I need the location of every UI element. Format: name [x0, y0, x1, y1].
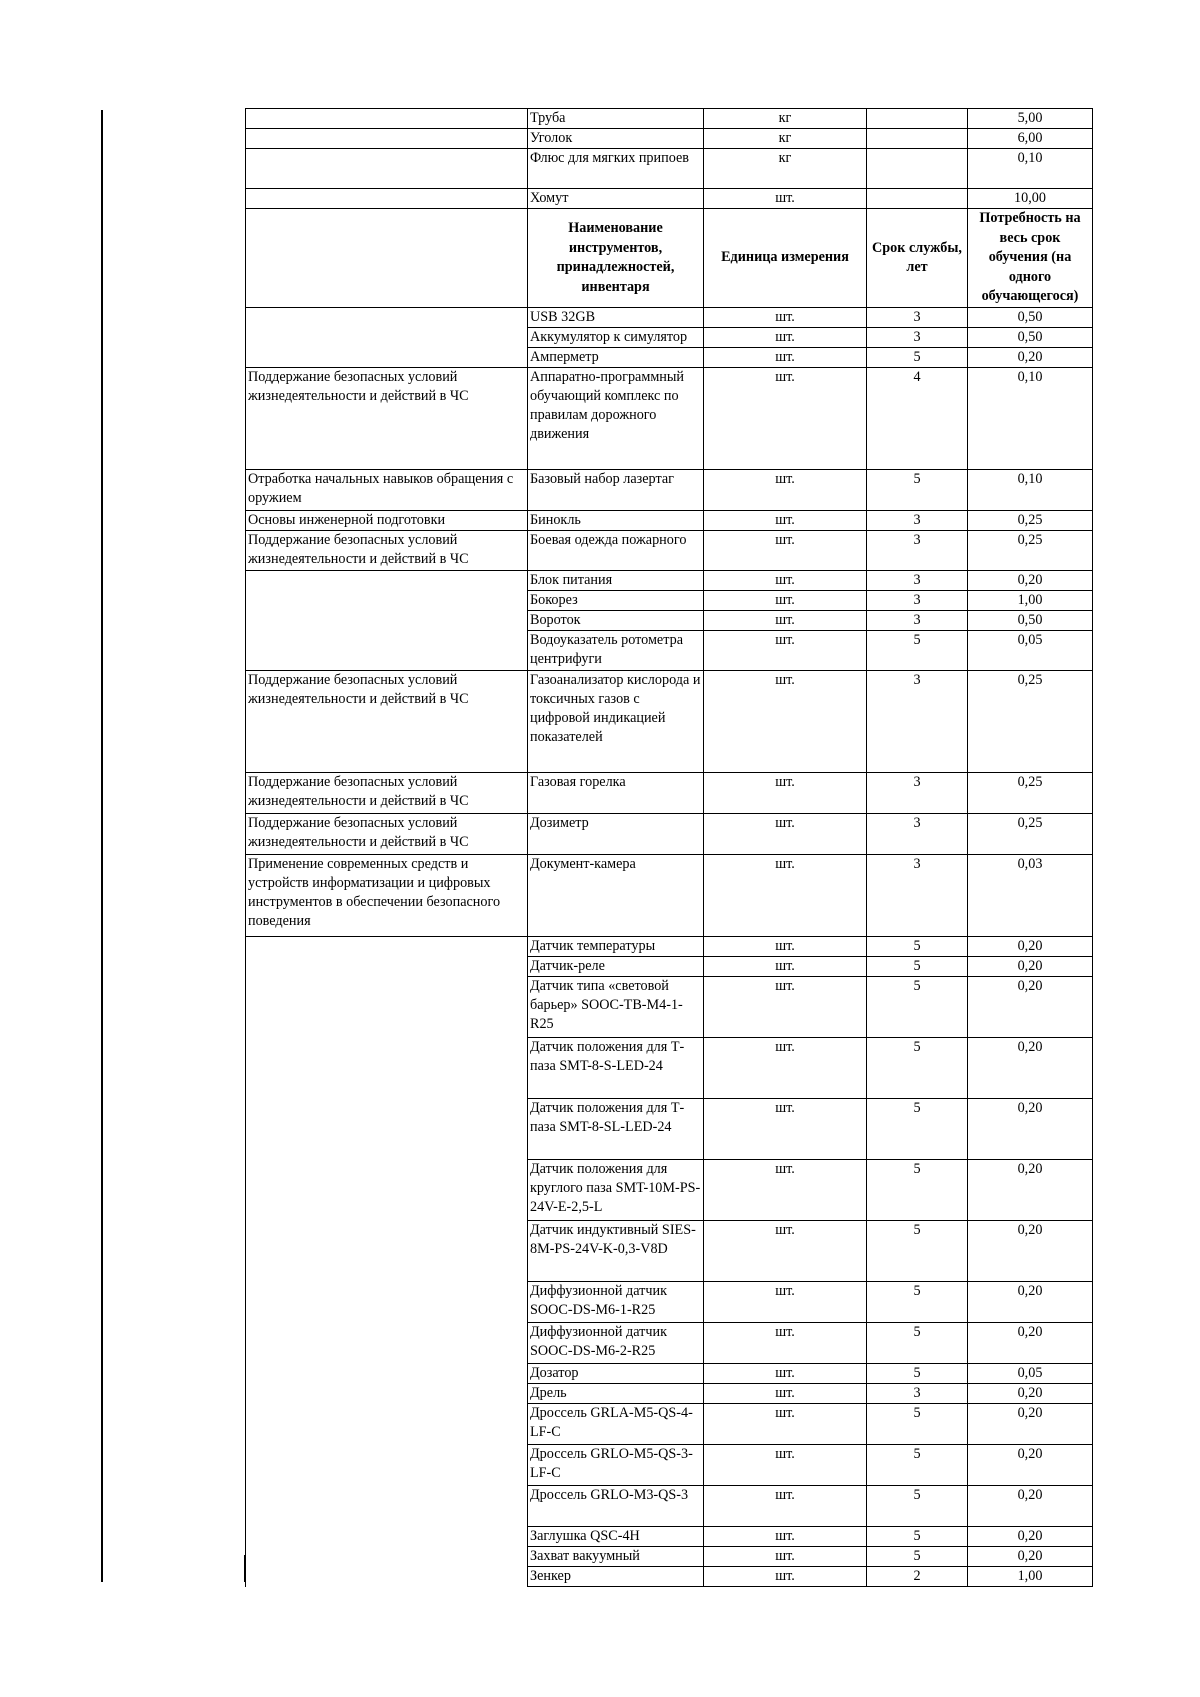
- table-row: [246, 977, 1093, 1038]
- life-cell: 5: [867, 1282, 968, 1323]
- item-name: Дроссель GRLO-M5-QS-3-LF-C: [528, 1445, 704, 1486]
- need-cell: 0,50: [968, 611, 1093, 631]
- life-cell: 5: [867, 1160, 968, 1221]
- section-cell: [246, 1486, 528, 1527]
- item-name: Газоанализатор кислорода и токсичных газов с цифровой индикацией показателей: [528, 671, 704, 773]
- need-cell: 0,20: [968, 1384, 1093, 1404]
- life-cell: 5: [867, 977, 968, 1038]
- item-name: Амперметр: [528, 348, 704, 368]
- unit-cell: шт.: [704, 1221, 867, 1282]
- need-cell: 0,50: [968, 328, 1093, 348]
- item-name: Захват вакуумный: [528, 1547, 704, 1567]
- section-cell: [246, 1404, 528, 1445]
- item-name: Датчик положения для круглого паза SMT-10M-PS-24V-E-2,5-L: [528, 1160, 704, 1221]
- table-row: [246, 368, 1093, 470]
- need-cell: 0,10: [968, 470, 1093, 511]
- table-row: [246, 671, 1093, 773]
- item-name: Водоуказатель ротометра центрифуги: [528, 631, 704, 671]
- item-name: Уголок: [528, 129, 704, 149]
- need-cell: 0,20: [968, 571, 1093, 591]
- life-cell: 5: [867, 957, 968, 977]
- life-cell: 3: [867, 328, 968, 348]
- unit-cell: шт.: [704, 531, 867, 571]
- unit-cell: шт.: [704, 1547, 867, 1567]
- header-life: Срок службы, лет: [867, 209, 968, 308]
- life-cell: 2: [867, 1567, 968, 1587]
- unit-cell: шт.: [704, 1404, 867, 1445]
- section-cell: Применение современных средств и устройств информатизации и цифровых инструментов в обеспечении безопасного поведения: [246, 855, 528, 937]
- unit-cell: шт.: [704, 1445, 867, 1486]
- section-cell: Поддержание безопасных условий жизнедеятельности и действий в ЧС: [246, 814, 528, 855]
- section-cell: [246, 611, 528, 631]
- need-cell: 0,20: [968, 1160, 1093, 1221]
- item-name: Датчик положения для Т-паза SMT-8-S-LED-24: [528, 1038, 704, 1099]
- need-cell: 0,10: [968, 368, 1093, 470]
- table-row: [246, 109, 1093, 129]
- need-cell: 0,20: [968, 1282, 1093, 1323]
- section-cell: [246, 1547, 528, 1567]
- item-name: USB 32GB: [528, 308, 704, 328]
- life-cell: 5: [867, 1038, 968, 1099]
- table-row: [246, 1099, 1093, 1160]
- table-row: [246, 1527, 1093, 1547]
- section-cell: [246, 631, 528, 671]
- life-cell: [867, 129, 968, 149]
- table-row: [246, 1282, 1093, 1323]
- table-row: [246, 1323, 1093, 1364]
- unit-cell: шт.: [704, 814, 867, 855]
- need-cell: 0,25: [968, 671, 1093, 773]
- life-cell: 3: [867, 773, 968, 814]
- unit-cell: шт.: [704, 855, 867, 937]
- table-row: [246, 1038, 1093, 1099]
- unit-cell: шт.: [704, 1567, 867, 1587]
- need-cell: 0,20: [968, 1547, 1093, 1567]
- unit-cell: шт.: [704, 591, 867, 611]
- need-cell: 1,00: [968, 591, 1093, 611]
- table-row: [246, 129, 1093, 149]
- unit-cell: шт.: [704, 671, 867, 773]
- life-cell: 3: [867, 611, 968, 631]
- table-header-row: [246, 209, 1093, 308]
- section-cell: Поддержание безопасных условий жизнедеятельности и действий в ЧС: [246, 531, 528, 571]
- need-cell: 0,25: [968, 773, 1093, 814]
- table-row: [246, 591, 1093, 611]
- section-cell: [246, 977, 528, 1038]
- table-row: [246, 957, 1093, 977]
- need-cell: 0,25: [968, 531, 1093, 571]
- need-cell: 10,00: [968, 189, 1093, 209]
- item-name: Документ-камера: [528, 855, 704, 937]
- life-cell: 3: [867, 1384, 968, 1404]
- table-row: [246, 1160, 1093, 1221]
- section-cell: [246, 1567, 528, 1587]
- unit-cell: шт.: [704, 1384, 867, 1404]
- item-name: Датчик положения для Т-паза SMT-8-SL-LED-24: [528, 1099, 704, 1160]
- item-name: Заглушка QSC-4H: [528, 1527, 704, 1547]
- item-name: Зенкер: [528, 1567, 704, 1587]
- need-cell: 0,25: [968, 511, 1093, 531]
- unit-cell: шт.: [704, 977, 867, 1038]
- unit-cell: шт.: [704, 571, 867, 591]
- need-cell: 0,05: [968, 1364, 1093, 1384]
- item-name: Труба: [528, 109, 704, 129]
- item-name: Датчик индуктивный SIES-8M-PS-24V-K-0,3-V8D: [528, 1221, 704, 1282]
- table-row: [246, 1547, 1093, 1567]
- unit-cell: кг: [704, 129, 867, 149]
- table-row: [246, 814, 1093, 855]
- life-cell: 5: [867, 1486, 968, 1527]
- item-name: Датчик температуры: [528, 937, 704, 957]
- section-cell: [246, 957, 528, 977]
- unit-cell: шт.: [704, 1282, 867, 1323]
- section-cell: [246, 591, 528, 611]
- table-row: [246, 1445, 1093, 1486]
- section-cell: [246, 571, 528, 591]
- unit-cell: шт.: [704, 937, 867, 957]
- item-name: Диффузионной датчик SOOC-DS-M6-2-R25: [528, 1323, 704, 1364]
- equipment-table-body: [246, 109, 1093, 1587]
- life-cell: 3: [867, 308, 968, 328]
- item-name: Хомут: [528, 189, 704, 209]
- section-cell: [246, 937, 528, 957]
- need-cell: 0,20: [968, 1221, 1093, 1282]
- life-cell: 5: [867, 1323, 968, 1364]
- header-unit: Единица измерения: [704, 209, 867, 308]
- unit-cell: шт.: [704, 611, 867, 631]
- life-cell: 5: [867, 937, 968, 957]
- item-name: Датчик-реле: [528, 957, 704, 977]
- section-cell: [246, 1221, 528, 1282]
- need-cell: 0,20: [968, 1445, 1093, 1486]
- header-need: Потребность на весь срок обучения (на одного обучающегося): [968, 209, 1093, 308]
- need-cell: 5,00: [968, 109, 1093, 129]
- section-cell: Отработка начальных навыков обращения с оружием: [246, 470, 528, 511]
- item-name: Дроссель GRLO-M3-QS-3: [528, 1486, 704, 1527]
- need-cell: 0,20: [968, 1404, 1093, 1445]
- life-cell: 5: [867, 470, 968, 511]
- item-name: Дрель: [528, 1384, 704, 1404]
- unit-cell: шт.: [704, 470, 867, 511]
- life-cell: 5: [867, 1445, 968, 1486]
- unit-cell: шт.: [704, 1486, 867, 1527]
- life-cell: 3: [867, 591, 968, 611]
- item-name: Флюс для мягких припоев: [528, 149, 704, 189]
- item-name: Датчик типа «световой барьер» SOOC-TB-M4-1-R25: [528, 977, 704, 1038]
- section-cell: [246, 1282, 528, 1323]
- unit-cell: шт.: [704, 308, 867, 328]
- need-cell: 0,20: [968, 1099, 1093, 1160]
- section-cell: [246, 348, 528, 368]
- section-cell: Основы инженерной подготовки: [246, 511, 528, 531]
- table-row: [246, 773, 1093, 814]
- item-name: Блок питания: [528, 571, 704, 591]
- unit-cell: шт.: [704, 1364, 867, 1384]
- section-cell: Поддержание безопасных условий жизнедеятельности и действий в ЧС: [246, 671, 528, 773]
- table-row: [246, 1567, 1093, 1587]
- item-name: Базовый набор лазертаг: [528, 470, 704, 511]
- table-row: [246, 855, 1093, 937]
- life-cell: 3: [867, 511, 968, 531]
- life-cell: 3: [867, 571, 968, 591]
- table-row: [246, 631, 1093, 671]
- life-cell: 5: [867, 348, 968, 368]
- item-name: Вороток: [528, 611, 704, 631]
- unit-cell: шт.: [704, 189, 867, 209]
- need-cell: 0,03: [968, 855, 1093, 937]
- need-cell: 0,20: [968, 348, 1093, 368]
- section-cell: [246, 328, 528, 348]
- life-cell: 3: [867, 671, 968, 773]
- table-row: [246, 511, 1093, 531]
- item-name: Боевая одежда пожарного: [528, 531, 704, 571]
- table-row: [246, 1384, 1093, 1404]
- table-row: [246, 937, 1093, 957]
- table-row: [246, 571, 1093, 591]
- section-cell: Поддержание безопасных условий жизнедеятельности и действий в ЧС: [246, 773, 528, 814]
- item-name: Бинокль: [528, 511, 704, 531]
- need-cell: 0,20: [968, 977, 1093, 1038]
- item-name: Бокорез: [528, 591, 704, 611]
- unit-cell: шт.: [704, 1038, 867, 1099]
- need-cell: 0,05: [968, 631, 1093, 671]
- life-cell: [867, 149, 968, 189]
- table-row: [246, 1404, 1093, 1445]
- unit-cell: шт.: [704, 1160, 867, 1221]
- life-cell: 5: [867, 1099, 968, 1160]
- section-cell: [246, 1445, 528, 1486]
- item-name: Аккумулятор к симулятор: [528, 328, 704, 348]
- life-cell: 3: [867, 531, 968, 571]
- table-row: [246, 1364, 1093, 1384]
- section-cell: [246, 129, 528, 149]
- unit-cell: шт.: [704, 773, 867, 814]
- section-cell: [246, 189, 528, 209]
- life-cell: 5: [867, 1221, 968, 1282]
- need-cell: 0,20: [968, 1323, 1093, 1364]
- need-cell: 0,20: [968, 1038, 1093, 1099]
- table-row: [246, 611, 1093, 631]
- need-cell: 0,20: [968, 957, 1093, 977]
- section-cell: [246, 1384, 528, 1404]
- need-cell: 0,20: [968, 1527, 1093, 1547]
- item-name: Газовая горелка: [528, 773, 704, 814]
- need-cell: 1,00: [968, 1567, 1093, 1587]
- section-cell: [246, 1364, 528, 1384]
- need-cell: 0,20: [968, 937, 1093, 957]
- unit-cell: шт.: [704, 1527, 867, 1547]
- table-row: [246, 531, 1093, 571]
- life-cell: 3: [867, 814, 968, 855]
- table-row: [246, 1221, 1093, 1282]
- table-row: [246, 470, 1093, 511]
- life-cell: 3: [867, 855, 968, 937]
- table-row: [246, 328, 1093, 348]
- equipment-table: [245, 108, 1093, 1587]
- need-cell: 0,25: [968, 814, 1093, 855]
- unit-cell: шт.: [704, 348, 867, 368]
- table-row: [246, 189, 1093, 209]
- table-row: [246, 149, 1093, 189]
- section-cell: [246, 1527, 528, 1547]
- table-row: [246, 1486, 1093, 1527]
- unit-cell: кг: [704, 149, 867, 189]
- table-row: [246, 348, 1093, 368]
- life-cell: 5: [867, 1527, 968, 1547]
- need-cell: 0,20: [968, 1486, 1093, 1527]
- unit-cell: шт.: [704, 631, 867, 671]
- section-cell: [246, 109, 528, 129]
- life-cell: 5: [867, 1404, 968, 1445]
- section-cell: [246, 1323, 528, 1364]
- section-cell: [246, 149, 528, 189]
- section-cell: [246, 209, 528, 308]
- item-name: Дозатор: [528, 1364, 704, 1384]
- unit-cell: шт.: [704, 511, 867, 531]
- life-cell: 4: [867, 368, 968, 470]
- need-cell: 6,00: [968, 129, 1093, 149]
- section-cell: [246, 1099, 528, 1160]
- left-margin-rule: [101, 110, 103, 1582]
- section-cell: [246, 308, 528, 328]
- item-name: Диффузионной датчик SOOC-DS-M6-1-R25: [528, 1282, 704, 1323]
- item-name: Дозиметр: [528, 814, 704, 855]
- table-row: [246, 308, 1093, 328]
- unit-cell: шт.: [704, 1323, 867, 1364]
- need-cell: 0,10: [968, 149, 1093, 189]
- section-cell: [246, 1038, 528, 1099]
- life-cell: 5: [867, 1547, 968, 1567]
- item-name: Аппаратно-программный обучающий комплекс по правилам дорожного движения: [528, 368, 704, 470]
- unit-cell: шт.: [704, 1099, 867, 1160]
- section-cell: [246, 1160, 528, 1221]
- life-cell: 5: [867, 631, 968, 671]
- life-cell: [867, 109, 968, 129]
- life-cell: [867, 189, 968, 209]
- unit-cell: шт.: [704, 328, 867, 348]
- header-name: Наименование инструментов, принадлежностей, инвентаря: [528, 209, 704, 308]
- unit-cell: кг: [704, 109, 867, 129]
- life-cell: 5: [867, 1364, 968, 1384]
- unit-cell: шт.: [704, 957, 867, 977]
- section-cell: Поддержание безопасных условий жизнедеятельности и действий в ЧС: [246, 368, 528, 470]
- unit-cell: шт.: [704, 368, 867, 470]
- item-name: Дроссель GRLA-M5-QS-4-LF-C: [528, 1404, 704, 1445]
- need-cell: 0,50: [968, 308, 1093, 328]
